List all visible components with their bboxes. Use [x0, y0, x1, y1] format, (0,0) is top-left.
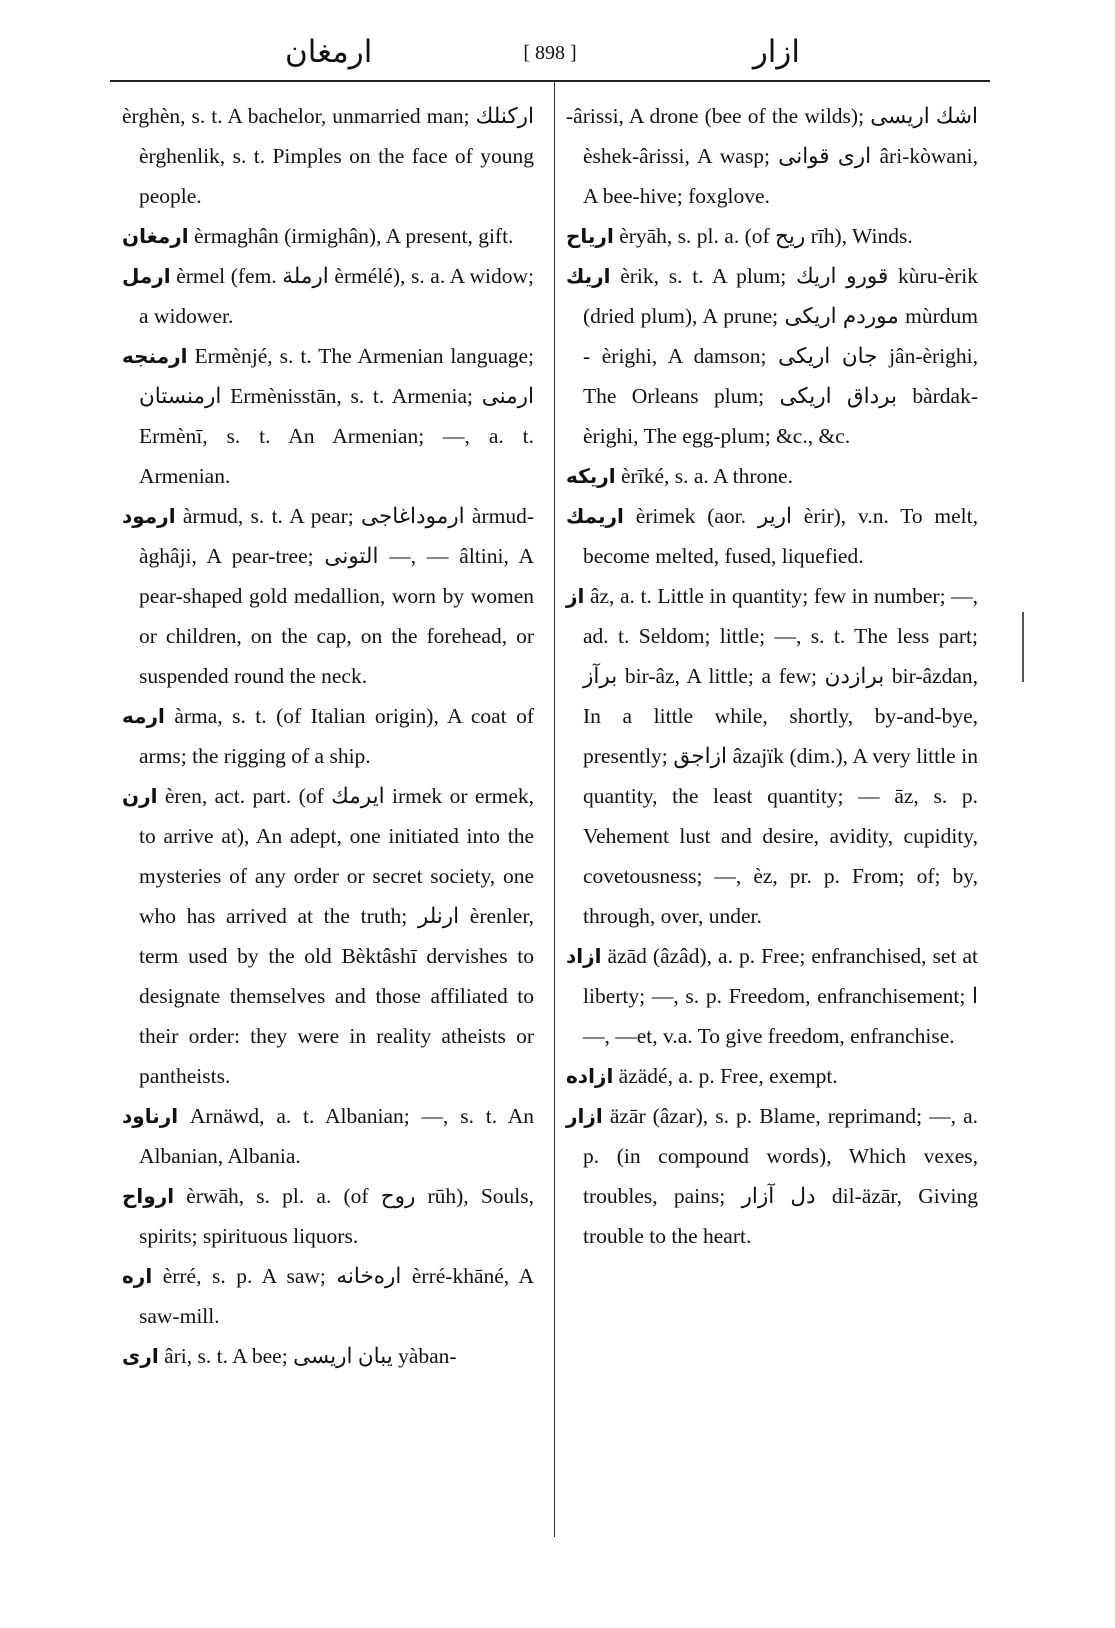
dictionary-entry: از âz, a. t. Little in quantity; few in number; —, ad. t. Seldom; little; —, s. t. The less part; برآز bir-âz, A little; a few; برازدن bir-âzdan, In a little while, shortly, by-and-bye, presently; ازاجق âzajïk (dim.), A very little in quantity, the least quantity; — āz, s. p. Vehement lust and desire, avidity, cupidity, covetousness; —, èz, pr. p. From; of; by, through, over, under.	[566, 584, 979, 928]
dictionary-entry: اره èrré, s. p. A saw; اره‌خانه èrré-khāné, A saw-mill.	[122, 1264, 534, 1328]
dictionary-entry: ارمه àrma, s. t. (of Italian origin), A coat of arms; the rigging of a ship.	[122, 704, 534, 768]
dictionary-entry: -ârissi, A drone (bee of the wilds); اشك اریسی èshek-ârissi, A wasp; اری قوانی âri-kòwani, A bee-hive; foxglove.	[566, 104, 978, 208]
column-divider	[554, 82, 555, 1537]
dictionary-entry: ارناود Arnäwd, a. t. Albanian; —, s. t. An Albanian, Albania.	[122, 1104, 534, 1168]
dictionary-entry: اریمك èrimek (aor. اریر èrir), v.n. To melt, become melted, fused, liquefied.	[566, 504, 978, 568]
dictionary-entry: ارمل èrmel (fem. ارملة èrmélé), s. a. A widow; a widower.	[122, 264, 534, 328]
dictionary-entry: ازاد äzād (âzâd), a. p. Free; enfranchised, set at liberty; —, s. p. Freedom, enfranchisement; ا—, —et, v.a. To give freedom, enfranchise.	[566, 944, 978, 1048]
margin-mark	[1022, 612, 1024, 682]
dictionary-entry: ارمغان èrmaghân (irmighân), A present, gift.	[122, 224, 514, 248]
dictionary-entry: ارن èren, act. part. (of ایرمك irmek or ermek, to arrive at), An adept, one initiated into the mysteries of any order or secret society, one who has arrived at the truth; ارنلر èrenler, term used by the old Bèktâshī dervishes to designate themselves and those affiliated to their order: they were in reality atheists or pantheists.	[122, 784, 534, 1088]
dictionary-entry: ازار äzār (âzar), s. p. Blame, reprimand; —, a. p. (in compound words), Which vexes, troubles, pains; دل آزار dil-äzār, Giving trouble to the heart.	[566, 1104, 978, 1248]
dictionary-entry: ارمنجه Ermènjé, s. t. The Armenian language; ارمنستان Ermènisstān, s. t. Armenia; ارمنی Ermènī, s. t. An Armenian; —, a. t. Armenian.	[122, 344, 535, 488]
dictionary-entry: èrghèn, s. t. A bachelor, unmarried man; ارکنلك èrghenlik, s. t. Pimples on the face of young people.	[122, 104, 534, 208]
dictionary-entry: ارمود àrmud, s. t. A pear; ارموداغاجی àrmud-àghâji, A pear-tree; التونی —, — âltini, A pear-shaped gold medallion, worn by women or children, on the cap, on the forehead, or suspended round the neck.	[122, 504, 535, 688]
right-column	[566, 96, 978, 1256]
dictionary-entry: ارياح èryāh, s. pl. a. (of ریح rīh), Winds.	[566, 224, 913, 248]
dictionary-entry: ارواح èrwāh, s. pl. a. (of روح rūh), Souls, spirits; spirituous liquors.	[122, 1184, 534, 1248]
page-header	[110, 30, 990, 80]
dictionary-entry: اریك èrik, s. t. A plum; قورو اریك kùru-èrik (dried plum), A prune; موردم اریکی mùrdum - èrighi, A damson; جان اریکی jân-èrighi, The Orleans plum; برداق اریکی bàrdak-èrighi, The egg-plum; &c., &c.	[566, 264, 979, 448]
dictionary-entry: اری âri, s. t. A bee; يبان اریسی yàban-	[122, 1344, 457, 1368]
dictionary-entry: اریكه èrīké, s. a. A throne.	[566, 464, 793, 488]
right-guide-word: ازار	[752, 34, 800, 70]
dictionary-entry: ازاده äzädé, a. p. Free, exempt.	[566, 1064, 838, 1088]
page-number: [ 898 ]	[523, 42, 577, 64]
left-column	[122, 96, 534, 1376]
header-rule	[110, 80, 990, 82]
left-guide-word: ارمغان	[285, 34, 373, 70]
